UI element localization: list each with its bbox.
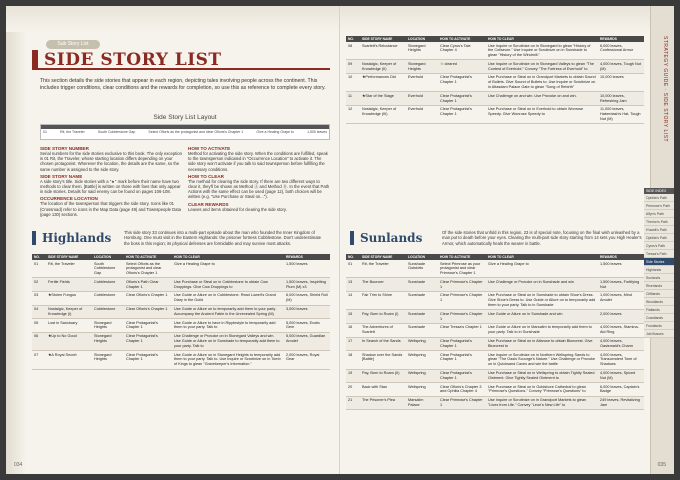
side-index-item[interactable]: Cyrus's Path	[644, 242, 674, 250]
table-row	[346, 278, 644, 292]
table-row	[346, 396, 644, 410]
cell-name: Fertile Fields	[46, 278, 92, 292]
table-row	[32, 305, 330, 319]
cell-clear: Use Inquire or Scrutinize on in Stonegard to glean "History of the Coliseum." Use Inquire or Scrutinize on in Sunshade to glean "History of the Windmill."	[486, 42, 598, 60]
cell-location: Sunshade Outskirts	[406, 260, 438, 278]
definitions-right-column	[188, 144, 330, 217]
cell-clear: Use Purchase or Steal on in Sunshade to obtain Shoe's Dress. Give Shoe's Dress to. Use Guide or Allure on to temporarily add them to your party. Talk to in Sunshade	[486, 291, 598, 309]
cell-activate: Clear Protagonist's Chapter 1	[124, 351, 172, 369]
cell-location: Cobblestone	[92, 305, 124, 319]
cell-rewards: 1,500 leaves	[284, 260, 330, 278]
cell-location: Wellspring	[406, 337, 438, 351]
cell-name: Nostalgic, Keeper of Knowledge (III)	[360, 105, 406, 123]
cell-location: Stonegard Heights	[406, 42, 438, 60]
side-title: STRATEGY GUIDE · SIDE STORY LIST	[662, 36, 668, 143]
cell-activate: Clear Protagonist's Chapter 1	[438, 92, 486, 106]
side-index-item[interactable]: Woodlands	[644, 298, 674, 306]
column-header: HOW TO ACTIVATE	[438, 36, 486, 42]
cell-location: Sunshade	[406, 278, 438, 292]
definitions-left-column	[40, 144, 182, 217]
cell-activate: Clear Protagonist's Chapter 1	[124, 332, 172, 350]
table-row	[346, 60, 644, 74]
cell-number: 04	[32, 305, 46, 319]
sunlands-section-header	[350, 228, 650, 248]
table-row	[32, 319, 330, 333]
table-row	[346, 369, 644, 383]
side-index-item[interactable]: Highlands	[644, 266, 674, 274]
cell-name: Lost in Sanctuary	[46, 319, 92, 333]
layout-title: Side Story List Layout	[153, 114, 217, 121]
cell-location: Wellspring	[406, 369, 438, 383]
column-header: LOCATION	[406, 36, 438, 42]
left-page	[6, 6, 340, 474]
cell-rewards: 1,500 leaves, Inspiriting Plum (M) x3	[284, 278, 330, 292]
layout-sample-row	[40, 124, 330, 140]
cell-name: Rit, the Traveler	[360, 260, 406, 278]
side-index-item[interactable]: H'aanit's Path	[644, 226, 674, 234]
cell-rewards: 2,000 leaves, Royal Gear	[284, 351, 330, 369]
cell-rewards: 10,000 leaves, Refreshing Jam	[598, 92, 644, 106]
cell-name: ★A Royal Secret	[46, 351, 92, 369]
side-index-item[interactable]: Coastlands	[644, 314, 674, 322]
column-header: HOW TO CLEAR	[486, 36, 598, 42]
cell-name: Nostalgic, Keeper of Knowledge (I)	[46, 305, 92, 319]
layout-sample-cell: South Cobblestone Gap	[97, 130, 136, 134]
side-index-item[interactable]: Frostlands	[644, 322, 674, 330]
left-page-decoration	[6, 6, 26, 474]
definition-text: The method for clearing the side story. If there are two different ways to clear it, they'll be shown as Method Ⓐ and Method Ⓑ. In the event that Path Actions with the same effect can be used (page 12), both choices will be written (e.g. "Use Purchase or Steal on...").	[188, 178, 330, 200]
cell-location: Marsalim Palace	[406, 396, 438, 410]
cell-number: 01	[32, 260, 46, 278]
column-header: REWARDS	[284, 254, 330, 260]
cell-name: ★Performances Did	[360, 73, 406, 91]
cell-name: Nostalgic, Keeper of Knowledge (II)	[360, 60, 406, 74]
column-header: REWARDS	[598, 254, 644, 260]
cell-number: 13	[346, 278, 360, 292]
cell-clear: Use Guide or Allure on to temporarily add them to your party. Accompany the Ancient Fable in the Unrevealed Spring (M)	[172, 305, 284, 319]
cell-number: 12	[346, 105, 360, 123]
cell-number: 01	[346, 260, 360, 278]
section-name: Highlands	[32, 231, 124, 245]
right-header-band	[340, 6, 674, 32]
cell-location: Everhold	[406, 92, 438, 106]
cell-clear: Use Purchase or Steal on in Everhold to obtain Wonrose Speedy. Give Wonrose Speedy to	[486, 105, 598, 123]
cell-activate: Clear Primrose's Chapter 1	[438, 291, 486, 309]
title-accent-bar	[32, 50, 38, 70]
cell-activate: Clear Primrose's Chapter 1	[438, 396, 486, 410]
cell-activate: Ofloris's Path Clear Chapter 1	[124, 278, 172, 292]
cell-activate: Clear Tressa's Chapter 1	[438, 323, 486, 337]
cell-rewards: 2,000 leaves	[598, 310, 644, 324]
cell-activate: ☆ cleared	[438, 60, 486, 74]
cell-rewards: 11,000 leaves, Haberdash's Hat, Tough Nut (M)	[598, 105, 644, 123]
cell-activate: Clear Ofloris's Chapter 1	[124, 305, 172, 319]
cell-activate: Clear Primrose's Chapter 1	[438, 310, 486, 324]
highlands-table-continued	[346, 36, 644, 124]
cell-location: Sunshade	[406, 310, 438, 324]
cell-rewards: 4,000 leaves, Stamina-Aid Ring	[598, 323, 644, 337]
layout-sample-cell: 1,500 leaves	[307, 130, 327, 134]
cell-clear: Use Challenge or Provoke on in Stonegard Valleys and win. Use Guide or Allure on in Sunshade to temporarily add them to your party. Talk to	[172, 332, 284, 350]
cell-number: 10	[346, 73, 360, 91]
column-header: HOW TO ACTIVATE	[438, 254, 486, 260]
cell-rewards: 1,500 leaves, Fortifying Nut	[598, 278, 644, 292]
cell-location: Stonegard Heights	[406, 60, 438, 74]
cell-clear: Use Purchase or Steal on in Wellspring to obtain Tightly Sealed Ointment. Give Tightly Sealed Ointment to	[486, 369, 598, 383]
cell-activate: Clear Primrose's Chapter 1	[438, 278, 486, 292]
side-index-item[interactable]: Ophilia's Path	[644, 194, 674, 202]
cell-rewards: 4,000 leaves, Spiced Nut (M)	[598, 369, 644, 383]
table-row	[32, 278, 330, 292]
cell-clear: Use Purchase or Steal on in Cobblestone to obtain Cow Droppings. Give Cow Droppings to	[172, 278, 284, 292]
cell-rewards: 4,000 leaves, Oasismaid's Charm	[598, 337, 644, 351]
table-row	[32, 351, 330, 369]
cell-name: In Search of the Sands	[360, 337, 406, 351]
cell-number: 07	[32, 351, 46, 369]
cell-activate: Clear Protagonist's Chapter 1	[438, 369, 486, 383]
cell-rewards: 4,000 leaves, Tough Nut (M)	[598, 60, 644, 74]
cell-number: 11	[346, 92, 360, 106]
column-header: SIDE STORY NAME	[46, 254, 92, 260]
column-header: NO.	[32, 254, 46, 260]
cell-location: Sunshade	[406, 291, 438, 309]
cell-activate: Select Ofloris as the protagonist and clear Ofloris's Chapter 1	[124, 260, 172, 278]
cell-rewards: 4,000 leaves, Transcendent Tone of Shadows	[598, 351, 644, 369]
cell-location: Everhold	[406, 73, 438, 91]
table-row	[32, 260, 330, 278]
side-index-item[interactable]: Job Bosses	[644, 330, 674, 338]
column-header: NO.	[346, 36, 360, 42]
cell-number: 18	[346, 351, 360, 369]
side-index-item[interactable]: Ophilia's Path	[644, 234, 674, 242]
cell-clear: Use Purchase or Steal on in Alfarose to obtain Bluecrest. Give Bluecrest to	[486, 337, 598, 351]
column-header: LOCATION	[92, 254, 124, 260]
table-row	[346, 92, 644, 106]
table-row	[346, 105, 644, 123]
cell-clear: Use Purchase or Steal on in Grandport Markets to obtain Sound of Bullets. Give Sound of Bullets to. Use Inquire or Scrutinize on in Atlasdam Palace Gate to glean "Song of Rebirth"	[486, 73, 598, 91]
side-index-item[interactable]: Side Stories	[644, 258, 674, 266]
side-index-item[interactable]: Tressa's Path	[644, 250, 674, 258]
cell-name: ★Up to No Good	[46, 332, 92, 350]
definition-heading: CLEAR REWARDS	[188, 201, 229, 207]
cell-clear: Use Challenge or Provoke on in Sunshade and win	[486, 278, 598, 292]
column-header: SIDE STORY NAME	[360, 254, 406, 260]
cell-location: Cobblestone	[92, 278, 124, 292]
page-title: SIDE STORY LIST	[44, 50, 222, 70]
table-row	[346, 291, 644, 309]
cell-activate: Select Primrose as your protagonist and clear Primrose's Chapter 1	[438, 260, 486, 278]
cell-activate: Clear Protagonist's Chapter 1	[124, 319, 172, 333]
cell-number: 15	[346, 310, 360, 324]
cell-name: Back with Stan	[360, 383, 406, 397]
table-row	[346, 42, 644, 60]
column-header: REWARDS	[598, 36, 644, 42]
layout-sample-cells	[41, 129, 329, 135]
column-header: NO.	[346, 254, 360, 260]
definition-heading: HOW TO CLEAR	[188, 173, 224, 179]
cell-name: ★Star of the Stage	[360, 92, 406, 106]
cell-activate: Clear Protagonist's Chapter 1	[438, 73, 486, 91]
cell-name: Pay, Born to Roam (I)	[360, 310, 406, 324]
table-row	[32, 332, 330, 350]
cell-location: Sunshade	[406, 323, 438, 337]
side-index-item[interactable]: Sunlands	[644, 274, 674, 282]
side-index-item[interactable]: Riverlands	[644, 282, 674, 290]
cell-activate: Clear Cyrus's Tale Chapter 4	[438, 42, 486, 60]
table-row	[346, 383, 644, 397]
cell-location: Wellspring	[406, 351, 438, 369]
cell-name: Fair Trim to Shine	[360, 291, 406, 309]
cell-number: 19	[346, 369, 360, 383]
cell-number: 08	[346, 42, 360, 60]
cell-name: ★Stolen Fungus	[46, 291, 92, 305]
cell-name: Pay, Born to Roam (II)	[360, 369, 406, 383]
cell-clear: Use Challenge on and win. Use Provoke on and win.	[486, 92, 598, 106]
definition-text: Method for activating the side story. When the conditions are fulfilled, speak to the townsperson indicated in "Occurrence Location" to activate it. The side story won't activate if you talk to said townsperson before fulfilling the necessary conditions.	[188, 151, 328, 172]
page-number: 035	[657, 462, 666, 468]
left-header-band	[6, 6, 339, 32]
sunlands-table	[346, 254, 644, 410]
highlands-table	[32, 254, 330, 370]
cell-rewards: 10,000 leaves	[598, 73, 644, 91]
cell-number: 02	[32, 278, 46, 292]
cell-clear: Use Inquire or Scrutinize on in Stonegard Valleys to glean "The Contest of Everhold." Convey "The Fortress of Everhold" to	[486, 60, 598, 74]
side-index-item[interactable]: Primrose's Path	[644, 202, 674, 210]
side-index-item[interactable]: Cliftlands	[644, 290, 674, 298]
book-spread	[6, 6, 674, 474]
cell-name: Shadow over the Sands [Battle]	[360, 351, 406, 369]
cell-rewards: 6,000 leaves, Confessional Armor	[598, 42, 644, 60]
cell-rewards: 249 leaves, Revitalizing Jam	[598, 396, 644, 410]
definition-heading: SIDE STORY NAME	[40, 173, 83, 179]
cell-number: 09	[346, 60, 360, 74]
definition-heading: SIDE STORY NUMBER	[40, 146, 89, 151]
cell-number: 03	[32, 291, 46, 305]
cell-activate: Clear Protagonist's Chapter 1	[438, 105, 486, 123]
side-index-item[interactable]: Therion's Path	[644, 218, 674, 226]
cell-number: 21	[346, 396, 360, 410]
section-description: Of the side stories that unfold in this region, 23 is of special note, focusing on the final wish unleashed by a man put to death before your eyes. Clearing the multi-part side story starting from 14 sets you High Healer's Armor, which automatically heals the wearer in battle.	[442, 230, 642, 246]
definition-text: Serial numbers for the side stories exclusive to this book. The only exception is 01 Rit, the Traveler, whose starting location differs depending on your chosen protagonist. Wherever the location, the details are the same, so the same number is assigned to the side story.	[40, 151, 182, 172]
layout-definitions	[40, 144, 330, 217]
layout-explainer	[40, 114, 330, 220]
table-row	[32, 291, 330, 305]
side-index-heading: SIDE INDEX	[644, 188, 674, 194]
cell-name: The Adventures of Scarlett	[360, 323, 406, 337]
column-header: HOW TO CLEAR	[172, 254, 284, 260]
layout-sample-cell: 01	[43, 130, 47, 134]
cell-activate: Clear Protagonist's Chapter 1	[438, 351, 486, 369]
cell-rewards: 6,000 leaves, Shield Roll (M)	[284, 291, 330, 305]
cell-number: 05	[32, 319, 46, 333]
cell-clear: Use Guide or Allure on in Marsalim to temporarily add them to your party. Talk to in Sunshade	[486, 323, 598, 337]
table-row	[346, 323, 644, 337]
cell-clear: Use Guide or Allure on in Sunshade and win	[486, 310, 598, 324]
column-header: SIDE STORY NAME	[360, 36, 406, 42]
table-row	[346, 73, 644, 91]
definition-text: A side story's title. Side stories with a "★" mark before their name have two methods to clear them. [Battle] is written on those with foes that only appear in side stories. Details for said enemy can be found on pages 106-108.	[40, 178, 181, 195]
page-title-wrap	[32, 50, 330, 70]
cell-clear: Use Inquire or Scrutinize on in Grandport Markets to glean "Lives from Life." Convey "Leon's New Life" to	[486, 396, 598, 410]
section-tag: Sub Story List	[46, 40, 100, 49]
side-index	[644, 188, 674, 338]
cell-rewards: 1,500 leaves	[598, 260, 644, 278]
side-index-item[interactable]: Flatlands	[644, 306, 674, 314]
definition-text: Leaves and items obtained for clearing the side story.	[188, 206, 287, 212]
cell-name: The Bouncer	[360, 278, 406, 292]
cell-rewards: 3,000 leaves	[284, 305, 330, 319]
cell-rewards: 6,000 leaves, Captain's Badge	[598, 383, 644, 397]
column-header: LOCATION	[406, 254, 438, 260]
cell-rewards: 1,000 leaves, Mind Amulet	[598, 291, 644, 309]
definition-heading: HOW TO ACTIVATE	[188, 146, 231, 151]
layout-sample-cell: Give a Healing Grape to	[256, 130, 294, 134]
cell-rewards: 5,000 leaves, Guardian Amulet	[284, 332, 330, 350]
cell-location: Cobblestone	[92, 291, 124, 305]
table-row	[346, 260, 644, 278]
cell-number: 17	[346, 337, 360, 351]
cell-activate: Clear Protagonist's Chapter 1	[438, 337, 486, 351]
cell-name: The Prisoner's Plea	[360, 396, 406, 410]
cell-location: Wellspring	[406, 383, 438, 397]
cell-location: South Cobblestone Gap	[92, 260, 124, 278]
cell-clear: Give a Healing Grape to	[172, 260, 284, 278]
right-page	[340, 6, 674, 474]
cell-number: 20	[346, 383, 360, 397]
table-row	[346, 310, 644, 324]
cell-number: 14	[346, 291, 360, 309]
table-row	[346, 351, 644, 369]
definition-heading: OCCURRENCE LOCATION	[40, 196, 98, 202]
layout-sample-cell: Rit, the Traveler	[60, 130, 85, 134]
cell-number: 16	[346, 323, 360, 337]
highlands-section-header	[32, 228, 330, 248]
cell-clear: Give a Healing Grape to	[486, 260, 598, 278]
section-description: This side story 33 continues into a multi-part episode about the man who founded the Inner Kingdom of Hornburg. One must visit in the Eastern Highlands: the prisoner fortress Cobblestone. Don't underestimate the boss in this region; its physical defenses are formidable and may survive most attacks.	[124, 230, 322, 246]
cell-activate: Clear Ofloris's Chapter 1	[124, 291, 172, 305]
cell-clear: Use Inquire or Scrutinize on in Northern Wellspring Sands to glean "The Oasis Scourge's Nature." Use Challenge or Provoke on in Quicksand Caves and win the battle	[486, 351, 598, 369]
intro-text: This section details the side stories that appear in each region, depicting tales involving people across the continent. This includes trigger conditions, clear conditions and the rewards for completion, so use this as reference to complete every story.	[40, 78, 326, 91]
column-header: HOW TO ACTIVATE	[124, 254, 172, 260]
cell-name: Rit, the Traveler	[46, 260, 92, 278]
cell-location: Stonegard Heights	[92, 332, 124, 350]
cell-rewards: 5,000 leaves, Exotic Gem	[284, 319, 330, 333]
definition-text: The location of the townsperson that triggers the side story. Icons like 01 (Crossroad) refer to icons in the Map Data (page 49) and Townspeople Data (page 130) sections.	[40, 201, 181, 217]
cell-clear: Use Guide or Allure to have in Ripplestyle to temporarily add them to your party. Talk to	[172, 319, 284, 333]
page-number: 034	[14, 462, 23, 468]
cell-location: Everhold	[406, 105, 438, 123]
cell-clear: Use Guide or Allure on in Stonegard Heights to temporarily add them to your party. Talk to. Use Inquire or Scrutinize on in Tomb of Kings to glean "Gravekeeper's Information."	[172, 351, 284, 369]
cell-number: 06	[32, 332, 46, 350]
side-index-item[interactable]: Alfyn's Path	[644, 210, 674, 218]
cell-location: Stonegard Heights	[92, 319, 124, 333]
cell-clear: Use Purchase or Steal on in Goldshore Cathedral to glean "Primrose's Questions." Convey "Primrose's Questions" to	[486, 383, 598, 397]
table-row	[346, 337, 644, 351]
cell-name: Scarlett's Reluctance	[360, 42, 406, 60]
cell-location: Stonegard Heights	[92, 351, 124, 369]
cell-activate: Clear Ofloris's Chapter 3 and Ophilia Chapter 4	[438, 383, 486, 397]
layout-sample-cell: Select Ofloris as the protagonist and clear Ofloris's Chapter 1	[148, 130, 244, 134]
column-header: HOW TO CLEAR	[486, 254, 598, 260]
section-name: Sunlands	[350, 231, 442, 245]
cell-clear: Use Guide or Allure on in Cobblestone. Read Lowell's Grand Diary in the Guild	[172, 291, 284, 305]
